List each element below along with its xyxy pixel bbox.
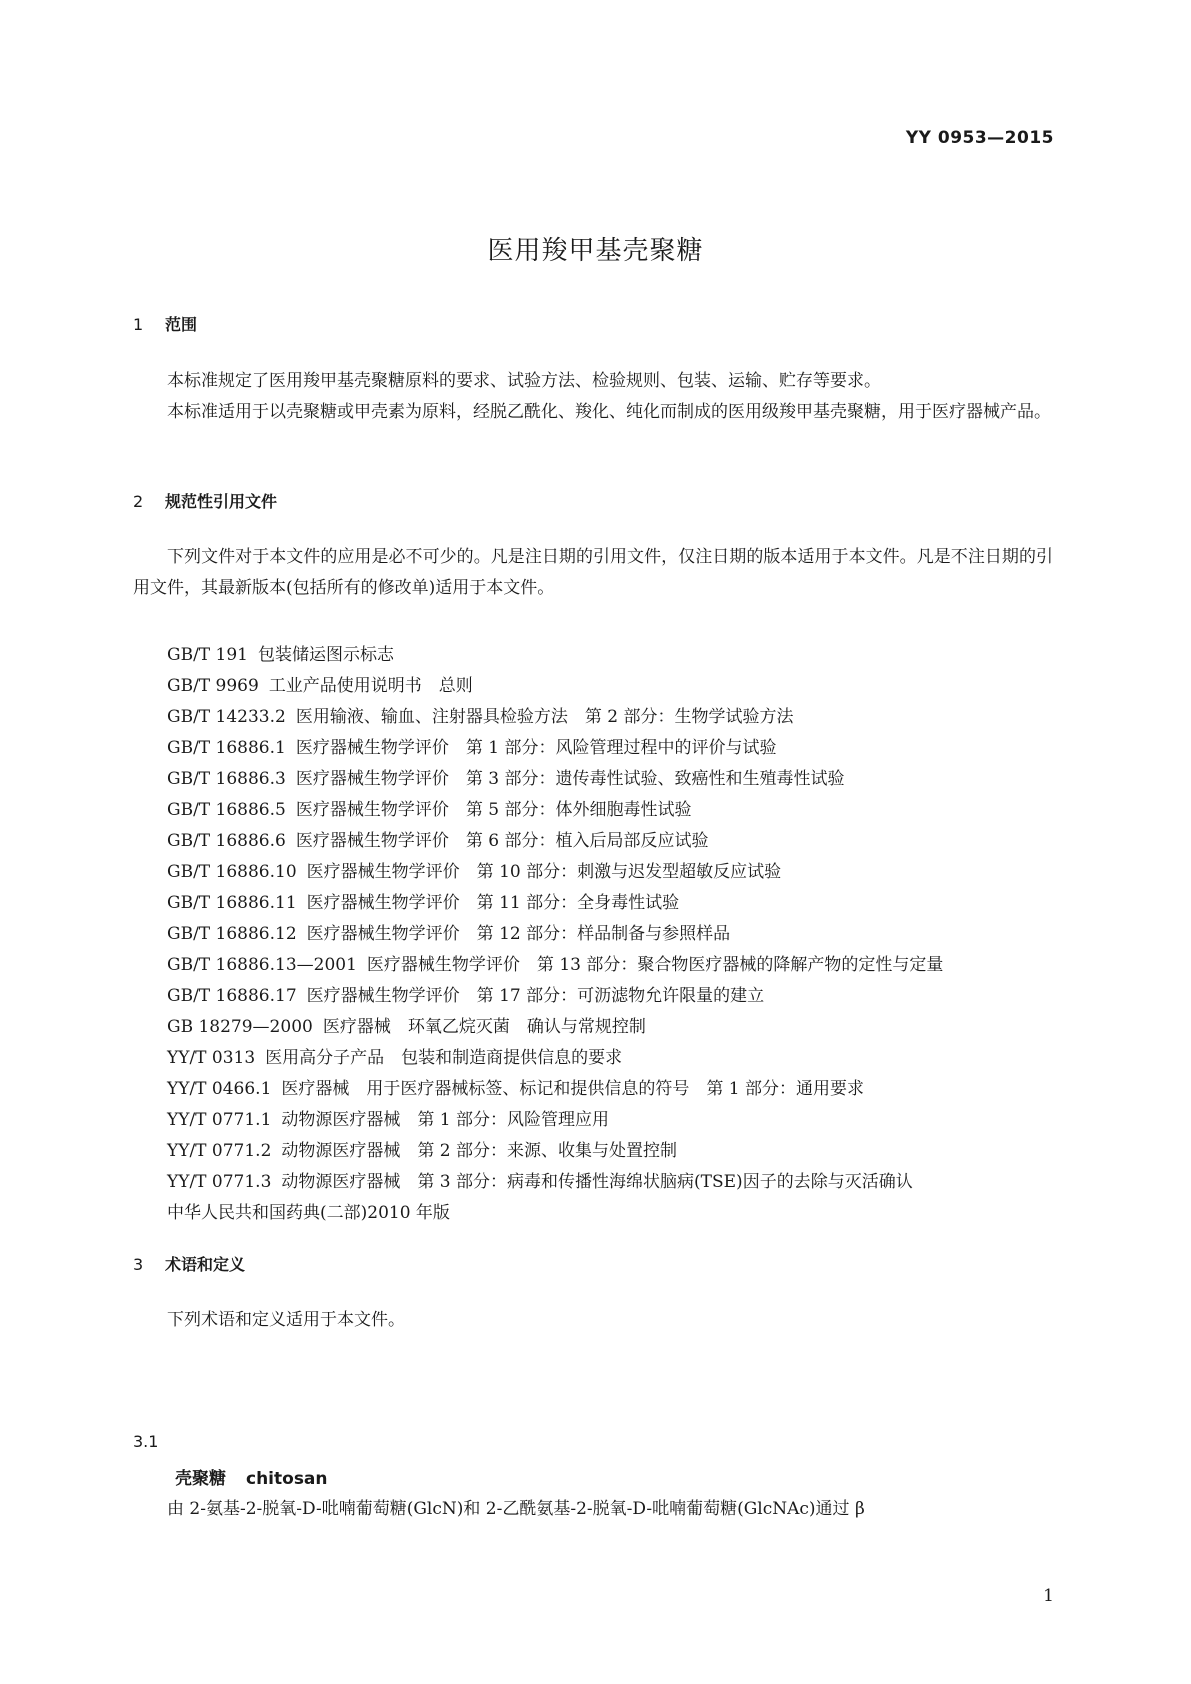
reference-title: 医疗器械生物学评价 第 17 部分：可沥滤物允许限量的建立 — [306, 986, 765, 1006]
reference-item — [133, 888, 1053, 919]
standard-code: YY 0953—2015 — [905, 128, 1054, 148]
reference-title: 动物源医疗器械 第 2 部分：来源、收集与处置控制 — [281, 1141, 678, 1161]
reference-item — [133, 1105, 1053, 1136]
term-heading — [175, 1464, 328, 1489]
reference-item — [133, 857, 1053, 888]
reference-title: 医疗器械生物学评价 第 5 部分：体外细胞毒性试验 — [295, 800, 692, 820]
reference-title: 工业产品使用说明书 总则 — [268, 676, 473, 696]
reference-item — [133, 1012, 1053, 1043]
reference-title: 医疗器械生物学评价 第 1 部分：风险管理过程中的评价与试验 — [295, 738, 777, 758]
term-definition: 由 2-氨基-2-脱氧-D-吡喃葡萄糖(GlcN)和 2-乙酰氨基-2-脱氧-D-吡喃葡萄糖(GlcNAc)通过 β — [167, 1499, 865, 1519]
reference-title: 中华人民共和国药典(二部)2010 年版 — [167, 1203, 450, 1223]
reference-title: 医用输液、输血、注射器具检验方法 第 2 部分：生物学试验方法 — [295, 707, 794, 727]
section-heading-terms — [133, 1252, 245, 1275]
terms-intro: 下列术语和定义适用于本文件。 — [167, 1310, 405, 1330]
reference-code: GB/T 191 — [167, 645, 248, 665]
reference-item — [133, 919, 1053, 950]
reference-title: 医疗器械生物学评价 第 3 部分：遗传毒性试验、致癌性和生殖毒性试验 — [295, 769, 845, 789]
section-title: 规范性引用文件 — [165, 492, 278, 511]
reference-item — [133, 1167, 1053, 1198]
reference-title: 医疗器械生物学评价 第 11 部分：全身毒性试验 — [306, 893, 680, 913]
reference-item — [133, 1198, 1053, 1229]
document-title: 医用羧甲基壳聚糖 — [487, 236, 704, 266]
reference-title: 医疗器械生物学评价 第 12 部分：样品制备与参照样品 — [306, 924, 731, 944]
scope-paragraph-1: 本标准规定了医用羧甲基壳聚糖原料的要求、试验方法、检验规则、包装、运输、贮存等要求。 — [167, 371, 881, 391]
term-chinese: 壳聚糖 — [175, 1469, 226, 1489]
reference-code: YY/T 0466.1 — [167, 1079, 272, 1099]
section-heading-scope — [133, 312, 197, 335]
section-heading-references — [133, 489, 277, 512]
section-number: 1 — [133, 315, 144, 334]
reference-code: GB/T 14233.2 — [167, 707, 286, 727]
reference-code: GB/T 16886.17 — [167, 986, 297, 1006]
reference-title: 动物源医疗器械 第 1 部分：风险管理应用 — [281, 1110, 610, 1130]
reference-code: GB/T 16886.10 — [167, 862, 297, 882]
reference-code: GB/T 9969 — [167, 676, 259, 696]
reference-code: GB/T 16886.11 — [167, 893, 297, 913]
reference-title: 医疗器械生物学评价 第 13 部分：聚合物医疗器械的降解产物的定性与定量 — [366, 955, 944, 975]
reference-title: 医用高分子产品 包装和制造商提供信息的要求 — [265, 1048, 623, 1068]
section-title: 术语和定义 — [165, 1255, 246, 1274]
reference-item — [133, 671, 1053, 702]
section-title: 范围 — [165, 315, 198, 334]
reference-title: 医疗器械 环氧乙烷灭菌 确认与常规控制 — [322, 1017, 646, 1037]
reference-code: GB/T 16886.3 — [167, 769, 286, 789]
reference-item — [133, 1074, 1053, 1105]
reference-title: 医疗器械 用于医疗器械标签、标记和提供信息的符号 第 1 部分：通用要求 — [281, 1079, 865, 1099]
reference-code: GB/T 16886.6 — [167, 831, 286, 851]
clause-number: 3.1 — [133, 1432, 159, 1451]
reference-title: 动物源医疗器械 第 3 部分：病毒和传播性海绵状脑病(TSE)因子的去除与灭活确认 — [281, 1172, 913, 1192]
reference-item — [133, 826, 1053, 857]
reference-code: YY/T 0771.1 — [167, 1110, 272, 1130]
reference-item — [133, 640, 1053, 671]
reference-list — [133, 640, 1053, 1229]
reference-item — [133, 1136, 1053, 1167]
reference-item — [133, 764, 1053, 795]
reference-code: YY/T 0313 — [167, 1048, 256, 1068]
reference-code: GB/T 16886.5 — [167, 800, 286, 820]
references-intro: 下列文件对于本文件的应用是必不可少的。凡是注日期的引用文件，仅注日期的版本适用于本文件。凡是不注日期的引用文件，其最新版本(包括所有的修改单)适用于本文件。 — [133, 547, 1053, 598]
reference-code: GB 18279—2000 — [167, 1017, 313, 1037]
reference-item — [133, 733, 1053, 764]
page-number: 1 — [1043, 1586, 1054, 1606]
reference-code: GB/T 16886.1 — [167, 738, 286, 758]
reference-title: 医疗器械生物学评价 第 10 部分：刺激与迟发型超敏反应试验 — [306, 862, 782, 882]
section-number: 3 — [133, 1255, 144, 1274]
section-number: 2 — [133, 492, 144, 511]
reference-item — [133, 950, 1053, 981]
term-english: chitosan — [246, 1469, 328, 1489]
reference-code: GB/T 16886.12 — [167, 924, 297, 944]
reference-code: GB/T 16886.13—2001 — [167, 955, 357, 975]
reference-code: YY/T 0771.3 — [167, 1172, 272, 1192]
reference-title: 包装储运图示标志 — [258, 645, 394, 665]
reference-item — [133, 981, 1053, 1012]
reference-title: 医疗器械生物学评价 第 6 部分：植入后局部反应试验 — [295, 831, 709, 851]
reference-code: YY/T 0771.2 — [167, 1141, 272, 1161]
scope-paragraph-2: 本标准适用于以壳聚糖或甲壳素为原料，经脱乙酰化、羧化、纯化而制成的医用级羧甲基壳聚糖，用于医疗器械产品。 — [167, 402, 1051, 422]
reference-item — [133, 795, 1053, 826]
reference-item — [133, 1043, 1053, 1074]
reference-item — [133, 702, 1053, 733]
